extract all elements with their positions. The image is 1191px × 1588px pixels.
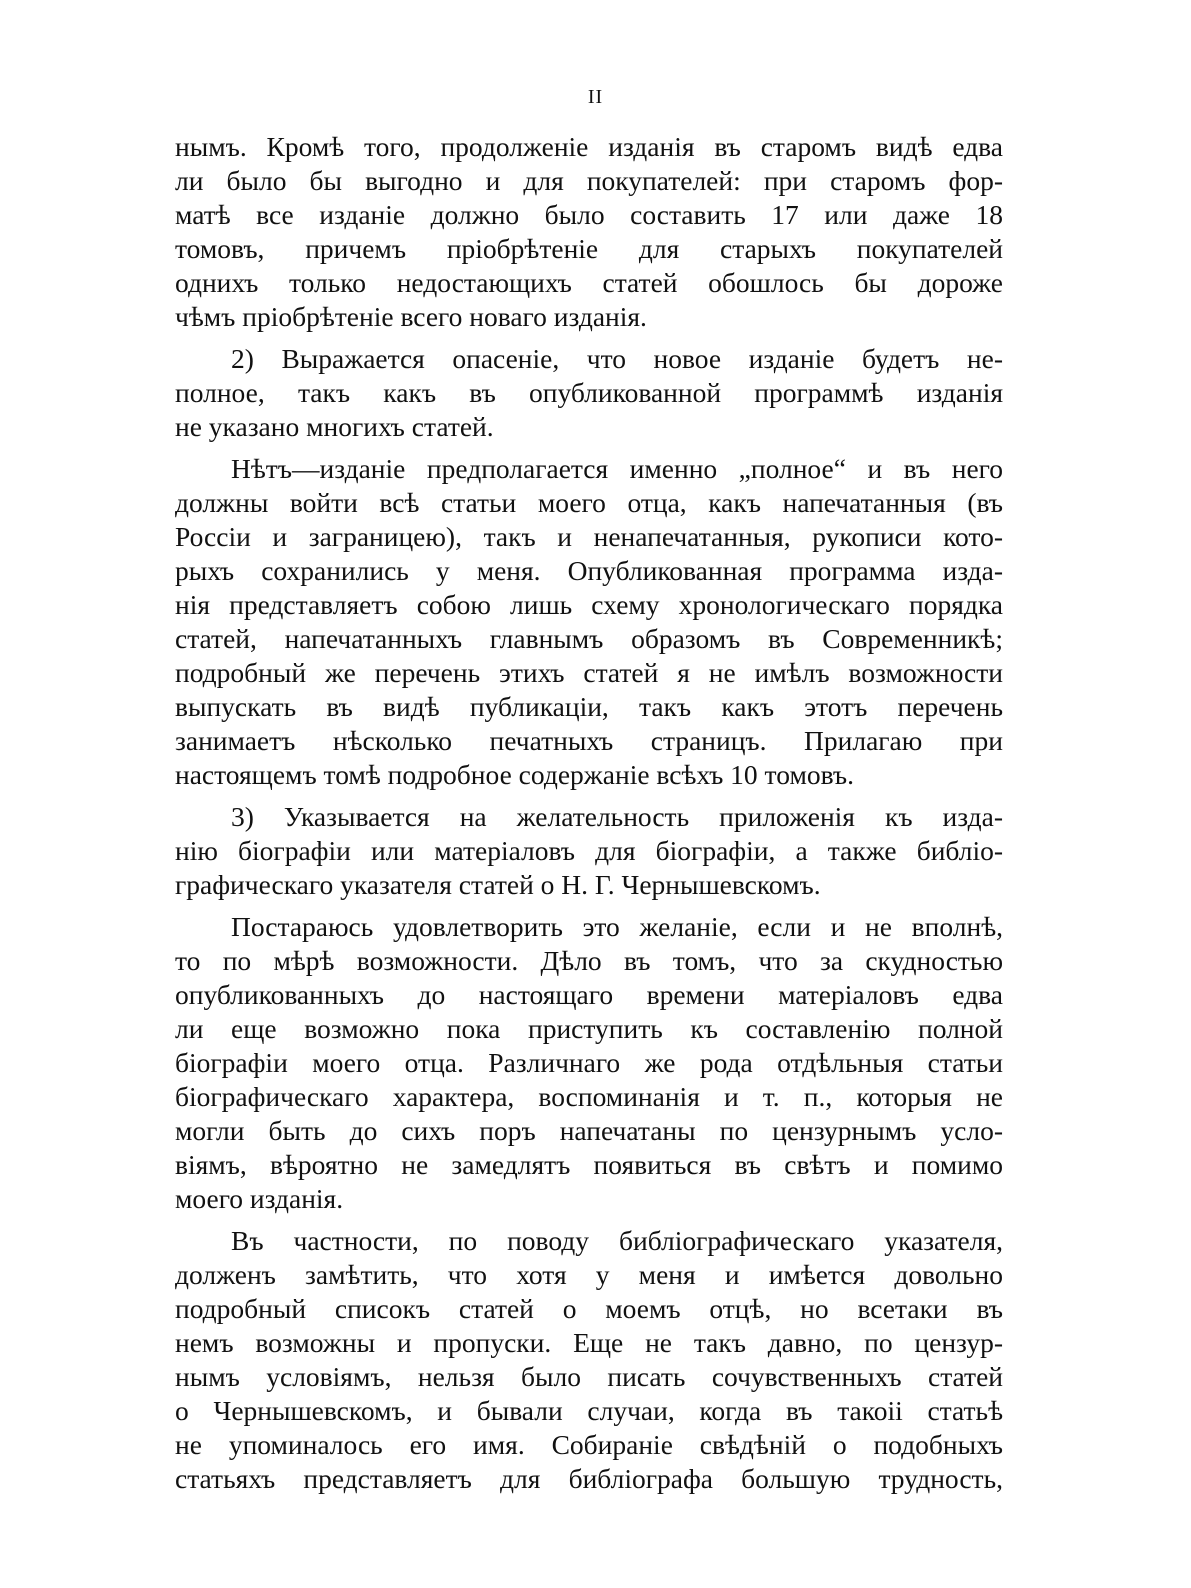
text-line: чѣмъ пріобрѣтеніе всего новаго изданія. [175, 301, 647, 332]
paragraph [175, 452, 1003, 792]
paragraph [175, 910, 1003, 1216]
text-line: нымъ условіямъ, нельзя было писать сочувственныхъ статей [175, 1361, 1003, 1392]
text-line: не указано многихъ статей. [175, 411, 494, 442]
text-line: Въ частности, по поводу библіографическаго указателя, [231, 1225, 1003, 1256]
text-line: нія представляетъ собою лишь схему хронологическаго порядка [175, 589, 1003, 620]
text-line: нымъ. Кромѣ того, продолженіе изданія въ старомъ видѣ едва [175, 131, 1003, 162]
text-line: нію біографіи или матеріаловъ для біографіи, а также библіо- [175, 835, 1003, 866]
text-line: матѣ все изданіе должно было составить 17 или даже 18 [175, 199, 1003, 230]
text-line: віямъ, вѣроятно не замедлятъ появиться въ свѣтъ и помимо [175, 1149, 1003, 1180]
paragraph [175, 800, 1003, 902]
page-number: II [587, 86, 604, 108]
text-line: біографіи моего отца. Различнаго же рода отдѣльныя статьи [175, 1047, 1003, 1078]
text-line: подробный же перечень этихъ статей я не имѣлъ возможности [175, 657, 1003, 688]
text-line: ли было бы выгодно и для покупателей: при старомъ фор- [175, 165, 1003, 196]
text-line: то по мѣрѣ возможности. Дѣло въ томъ, что за скудностью [175, 945, 1003, 976]
text-line: занимаетъ нѣсколько печатныхъ страницъ. Прилагаю при [175, 725, 1003, 756]
text-line: Россіи и заграницею), такъ и ненапечатанныя, рукописи кото- [175, 521, 1003, 552]
text-line: должны войти всѣ статьи моего отца, какъ напечатанныя (въ [175, 487, 1003, 518]
text-line: статьяхъ представляетъ для библіографа большую трудность, [175, 1463, 1003, 1494]
text-line: выпускать въ видѣ публикаціи, такъ какъ этотъ перечень [175, 691, 1003, 722]
paragraph [175, 1224, 1003, 1496]
text-line: моего изданія. [175, 1183, 344, 1214]
body-text [175, 130, 1003, 1504]
text-line: 3) Указывается на желательность приложенія къ изда- [231, 801, 1003, 832]
text-line: Нѣтъ—изданіе предполагается именно „полное“ и въ него [231, 453, 1003, 484]
text-line: біографическаго характера, воспоминанія и т. п., которыя не [175, 1081, 1003, 1112]
paragraph [175, 130, 1003, 334]
text-line: опубликованныхъ до настоящаго времени матеріаловъ едва [175, 979, 1003, 1010]
text-line: 2) Выражается опасеніе, что новое изданіе будетъ не- [231, 343, 1003, 374]
text-line: полное, такъ какъ въ опубликованной программѣ изданія [175, 377, 1003, 408]
text-line: долженъ замѣтить, что хотя у меня и имѣется довольно [175, 1259, 1003, 1290]
text-line: графическаго указателя статей о Н. Г. Чернышевскомъ. [175, 869, 821, 900]
text-line: могли быть до сихъ поръ напечатаны по цензурнымъ усло- [175, 1115, 1003, 1146]
text-line: подробный списокъ статей о моемъ отцѣ, но всетаки въ [175, 1293, 1003, 1324]
text-line: Постараюсь удовлетворить это желаніе, если и не вполнѣ, [231, 911, 1003, 942]
text-line: рыхъ сохранились у меня. Опубликованная программа изда- [175, 555, 1003, 586]
text-line: статей, напечатанныхъ главнымъ образомъ въ Современникѣ; [175, 623, 1003, 654]
paragraph [175, 342, 1003, 444]
text-line: о Чернышевскомъ, и бывали случаи, когда въ такоіі статьѣ [175, 1395, 1003, 1426]
text-line: однихъ только недостающихъ статей обошлось бы дороже [175, 267, 1003, 298]
text-line: не упоминалось его имя. Собираніе свѣдѣній о подобныхъ [175, 1429, 1003, 1460]
text-line: ли еще возможно пока приступить къ составленію полной [175, 1013, 1003, 1044]
text-line: томовъ, причемъ пріобрѣтеніе для старыхъ покупателей [175, 233, 1003, 264]
text-line: немъ возможны и пропуски. Еще не такъ давно, по цензур- [175, 1327, 1003, 1358]
text-line: настоящемъ томѣ подробное содержаніе всѣхъ 10 томовъ. [175, 759, 854, 790]
